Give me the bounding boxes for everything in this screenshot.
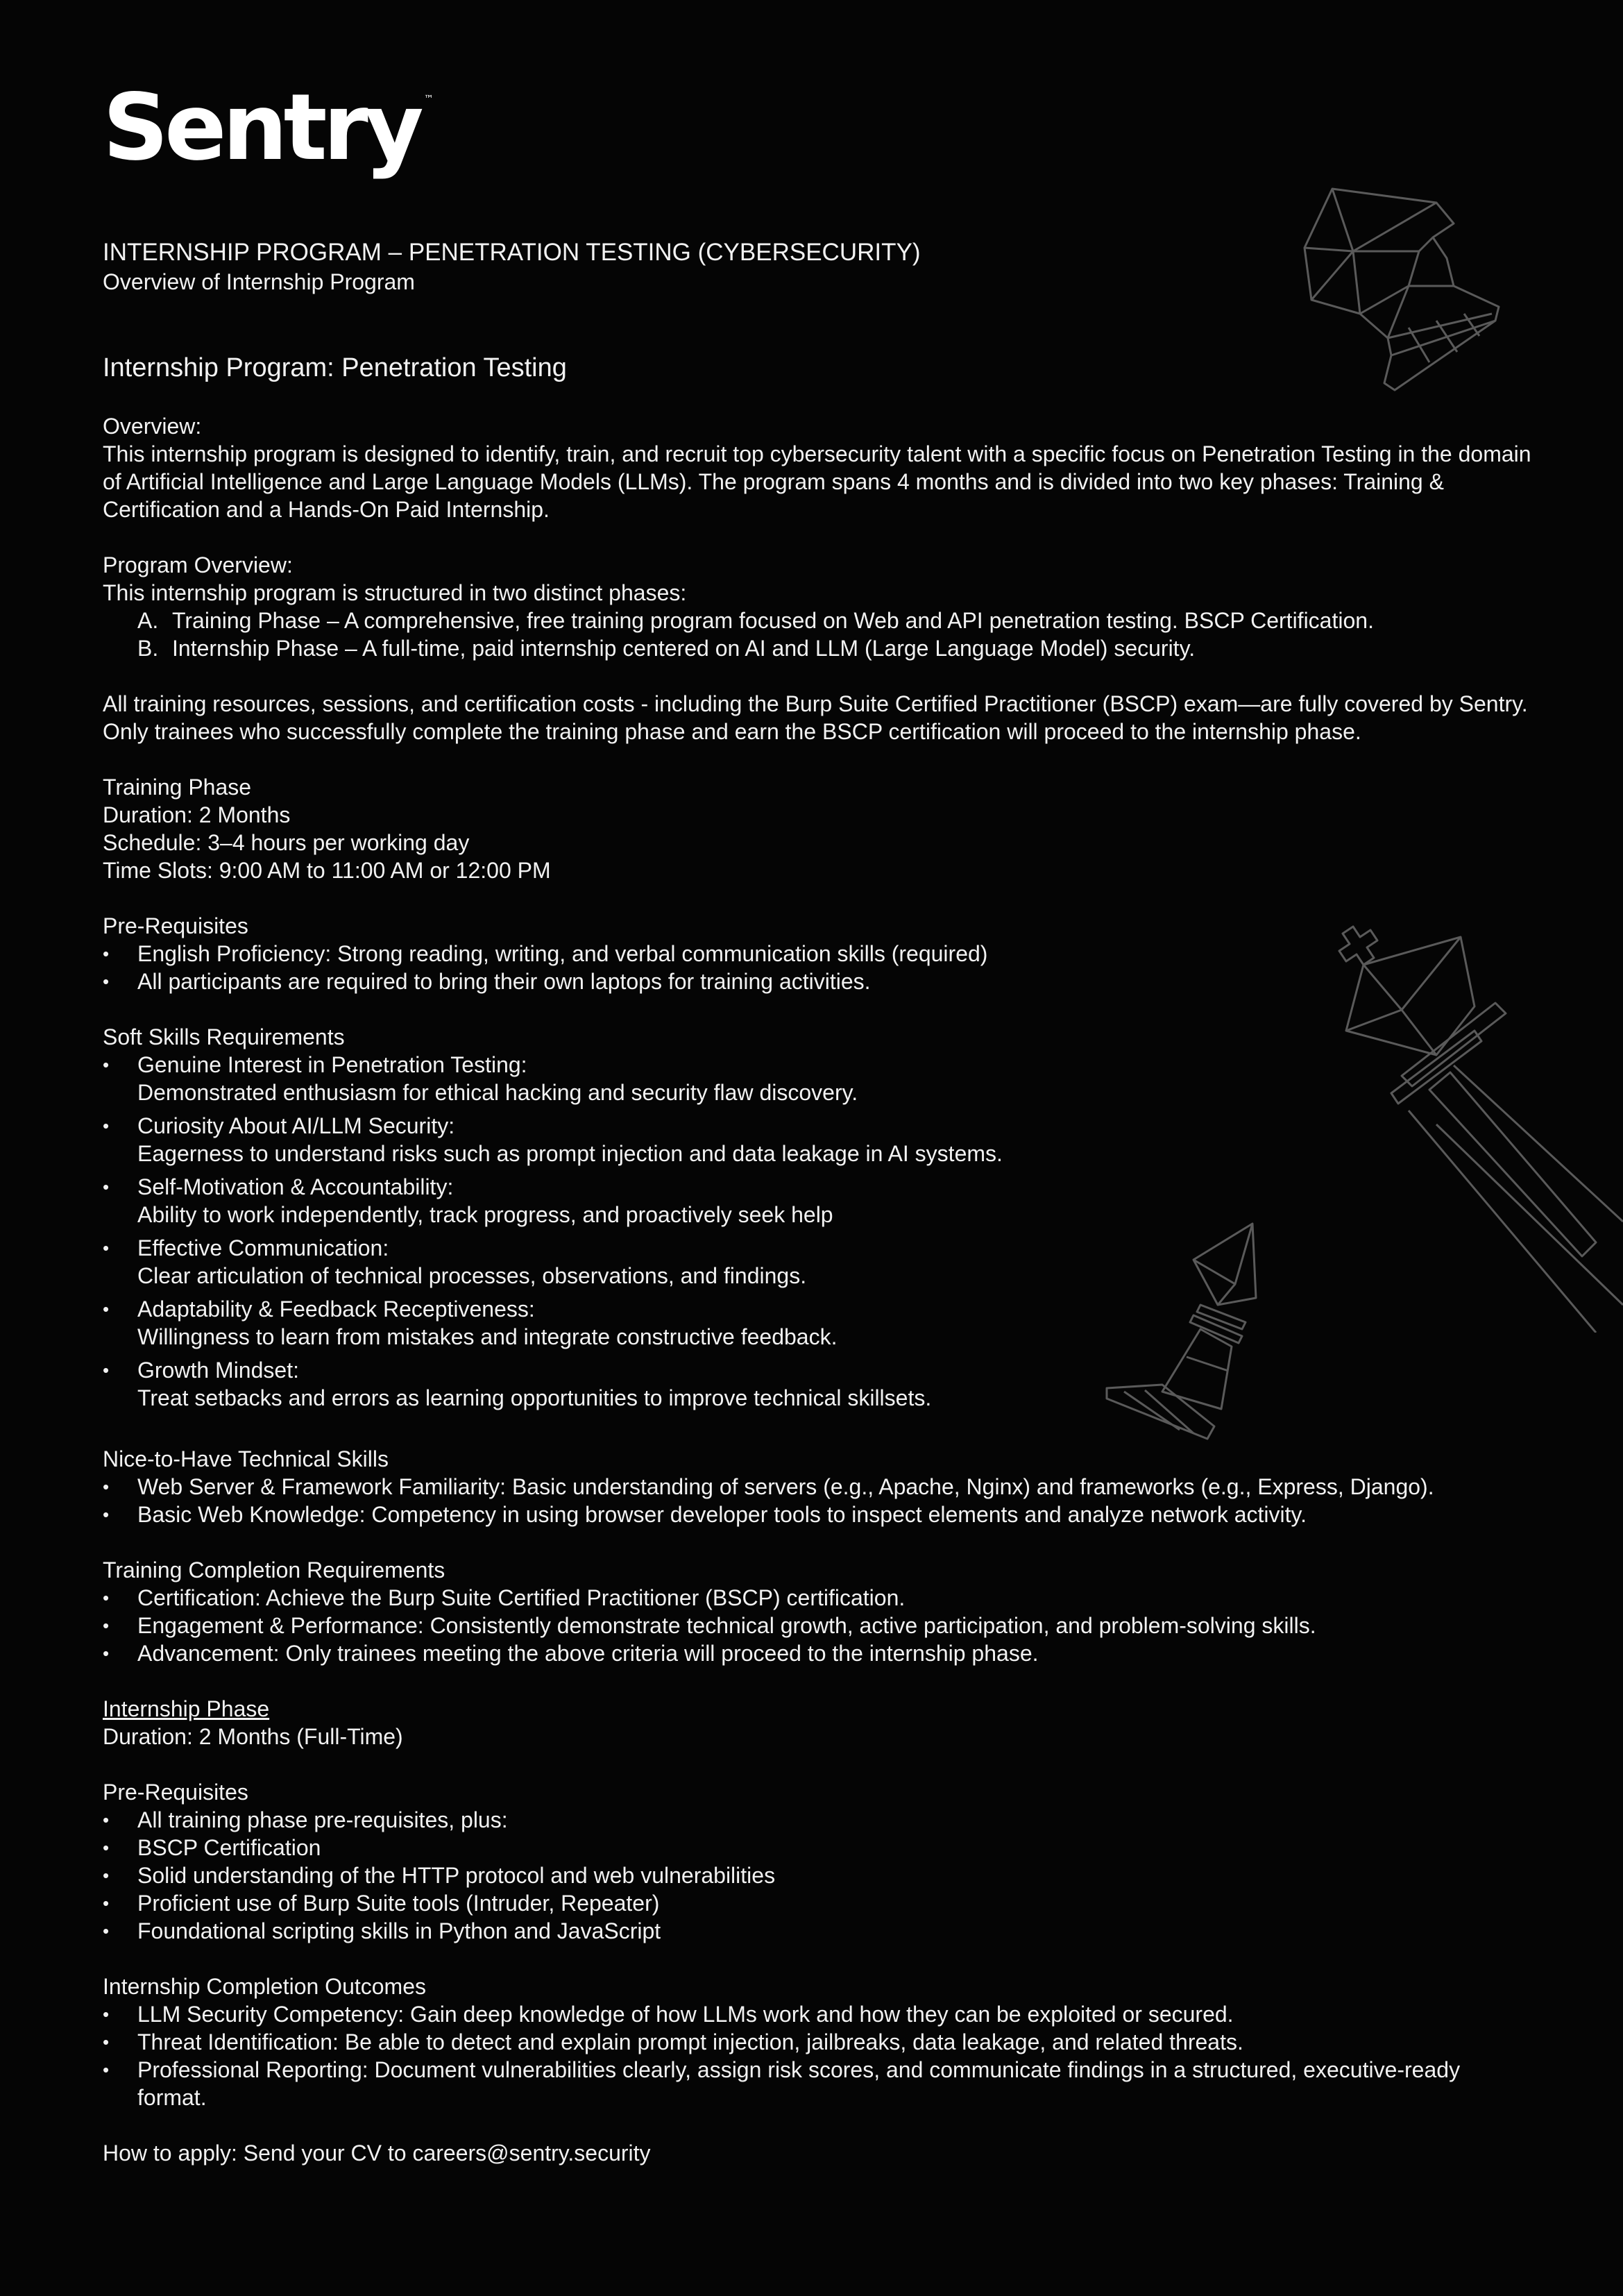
training-prerequisites-section	[103, 912, 1532, 995]
overview-section	[103, 412, 1532, 523]
skill-title: • Growth Mindset:	[137, 1358, 299, 1383]
bullet-list	[103, 1584, 1532, 1667]
internship-phase-section	[103, 1695, 1532, 1750]
skill-description: Eagerness to understand risks such as prompt injection and data leakage in AI systems.	[137, 1141, 1003, 1166]
list-item: • Proficient use of Burp Suite tools (Intruder, Repeater)	[103, 1889, 1532, 1917]
list-item: • Solid understanding of the HTTP protocol and web vulnerabilities	[103, 1862, 1532, 1889]
list-item	[103, 607, 1532, 634]
list-item: • Engagement & Performance: Consistently demonstrate technical growth, active participation, and problem-solving skills.	[103, 1612, 1532, 1639]
list-item: • English Proficiency: Strong reading, writing, and verbal communication skills (required)	[103, 940, 1532, 968]
trademark-mark: ™	[423, 94, 434, 105]
section-heading: Overview:	[103, 414, 202, 439]
bullet-list	[103, 1051, 1532, 1412]
section-heading: Pre-Requisites	[103, 1780, 248, 1805]
list-item-text: Internship Phase – A full-time, paid internship centered on AI and LLM (Large Language Model) security.	[172, 636, 1196, 661]
skill-description: Demonstrated enthusiasm for ethical hacking and security flaw discovery.	[137, 1080, 858, 1105]
section-heading: Training Completion Requirements	[103, 1558, 445, 1582]
phase-list	[103, 607, 1532, 662]
overview-text: This internship program is designed to identify, train, and recruit top cybersecurity talent with a specific focus on Penetration Testing in the domain of Artificial Intelligence and Large Language Models (LLMs). The program spans 4 months and is divided into two key phases: Training & Certification and a Hands-On Paid Internship.	[103, 441, 1531, 522]
internship-outcomes-section	[103, 1973, 1532, 2111]
nice-to-have-section	[103, 1445, 1532, 1528]
list-item	[103, 1051, 1532, 1106]
section-heading: Internship Phase	[103, 1696, 270, 1721]
apply-instructions: How to apply: Send your CV to careers@sentry.security	[103, 2141, 651, 2166]
program-overview-section	[103, 551, 1532, 662]
bullet-list	[103, 2000, 1532, 2111]
list-item: • Advancement: Only trainees meeting the above criteria will proceed to the internship phase.	[103, 1639, 1532, 1667]
list-item: • Web Server & Framework Familiarity: Basic understanding of servers (e.g., Apache, Nginx) and frameworks (e.g., Express, Django).	[103, 1473, 1532, 1501]
internship-duration: Duration: 2 Months (Full-Time)	[103, 1724, 403, 1749]
section-heading: Program Overview:	[103, 552, 293, 577]
training-schedule: Schedule: 3–4 hours per working day	[103, 830, 470, 855]
section-heading: Internship Completion Outcomes	[103, 1974, 426, 1999]
program-overview-intro: This internship program is structured in two distinct phases:	[103, 580, 687, 605]
skill-title: • Genuine Interest in Penetration Testing:	[137, 1052, 527, 1077]
list-item	[103, 1234, 1532, 1290]
sentry-logo	[103, 74, 434, 181]
list-item	[103, 1295, 1532, 1351]
bullet-list	[103, 1806, 1532, 1945]
list-item: • All training phase pre-requisites, plus:	[103, 1806, 1532, 1834]
section-heading: Soft Skills Requirements	[103, 1024, 345, 1049]
section-heading: Pre-Requisites	[103, 913, 248, 938]
skill-description: Willingness to learn from mistakes and integrate constructive feedback.	[137, 1324, 838, 1349]
document-subtitle: Overview of Internship Program	[103, 269, 415, 294]
bullet-list	[103, 940, 1532, 995]
skill-description: Ability to work independently, track progress, and proactively seek help	[137, 1202, 833, 1227]
list-item	[103, 1356, 1532, 1412]
list-item: • Foundational scripting skills in Python and JavaScript	[103, 1917, 1532, 1945]
list-marker: A.	[137, 608, 159, 633]
list-item: • LLM Security Competency: Gain deep knowledge of how LLMs work and how they can be exploited or secured.	[103, 2000, 1532, 2028]
list-item: • Basic Web Knowledge: Competency in using browser developer tools to inspect elements and analyze network activity.	[103, 1501, 1532, 1528]
skill-title: • Self-Motivation & Accountability:	[137, 1174, 454, 1199]
skill-title: • Effective Communication:	[137, 1235, 389, 1260]
training-phase-section	[103, 773, 1532, 884]
coverage-note: All training resources, sessions, and certification costs - including the Burp Suite Certified Practitioner (BSCP) exam—are fully covered by Sentry. Only trainees who successfully complete the training phase and earn the BSCP certification will proceed to the internship phase.	[103, 691, 1528, 744]
skill-title: • Curiosity About AI/LLM Security:	[137, 1113, 455, 1138]
training-duration: Duration: 2 Months	[103, 802, 291, 827]
list-item	[103, 634, 1532, 662]
training-time-slots: Time Slots: 9:00 AM to 11:00 AM or 12:00 PM	[103, 858, 551, 883]
document-body	[103, 237, 1532, 2167]
logo-text: Sentry	[103, 74, 420, 181]
skill-description: Treat setbacks and errors as learning opportunities to improve technical skillsets.	[137, 1385, 932, 1410]
section-heading: Nice-to-Have Technical Skills	[103, 1446, 389, 1471]
soft-skills-section	[103, 1023, 1532, 1412]
list-item: • Professional Reporting: Document vulnerabilities clearly, assign risk scores, and communicate findings in a structured, executive-ready format.	[103, 2056, 1532, 2111]
list-item: • Threat Identification: Be able to detect and explain prompt injection, jailbreaks, data leakage, and related threats.	[103, 2028, 1532, 2056]
section-heading: Training Phase	[103, 775, 252, 800]
list-marker: B.	[137, 636, 159, 661]
list-item	[103, 1173, 1532, 1229]
list-item: • Certification: Achieve the Burp Suite Certified Practitioner (BSCP) certification.	[103, 1584, 1532, 1612]
list-item	[103, 1112, 1532, 1167]
list-item-text: Training Phase – A comprehensive, free training program focused on Web and API penetration testing. BSCP Certification.	[172, 608, 1374, 633]
bullet-list	[103, 1473, 1532, 1528]
skill-description: Clear articulation of technical processes, observations, and findings.	[137, 1263, 807, 1288]
list-item: • BSCP Certification	[103, 1834, 1532, 1862]
list-item: • All participants are required to bring their own laptops for training activities.	[103, 968, 1532, 995]
training-completion-section	[103, 1556, 1532, 1667]
program-title: Internship Program: Penetration Testing	[103, 353, 567, 382]
skill-title: • Adaptability & Feedback Receptiveness:	[137, 1297, 535, 1322]
document-title: INTERNSHIP PROGRAM – PENETRATION TESTING (CYBERSECURITY)	[103, 239, 921, 266]
internship-prerequisites-section	[103, 1778, 1532, 1945]
